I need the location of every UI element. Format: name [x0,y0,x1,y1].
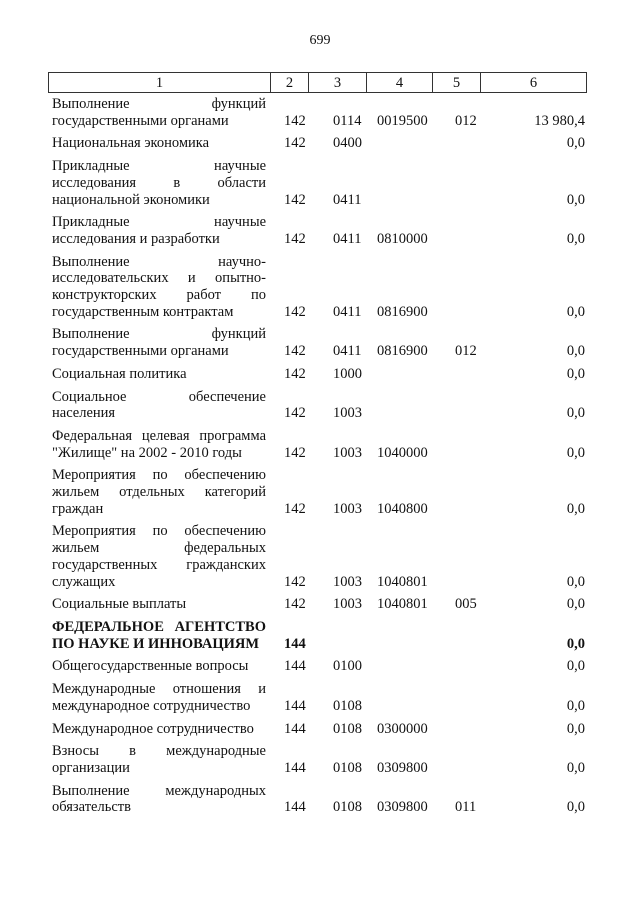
ministry-code: 142 [284,365,306,382]
ministry-code: 142 [284,303,306,320]
amount: 0,0 [566,230,585,247]
row-description [52,658,266,675]
section-code: 1003 [333,573,362,590]
amount: 0,0 [566,500,585,517]
target-article-code: 0810000 [377,230,428,247]
description-line: Выполнение международных [52,782,266,799]
section-code: 0114 [333,112,362,129]
row-description [52,254,266,321]
ministry-code: 142 [284,230,306,247]
section-code: 0411 [333,230,362,247]
amount: 0,0 [566,135,585,152]
description-line: государственных гражданских [52,556,266,573]
table-row [0,467,640,517]
header-col-5: 5 [433,73,481,92]
description-line: Выполнение функций [52,96,266,112]
amount: 0,0 [566,405,585,422]
target-article-code: 1040000 [377,444,428,461]
header-col-2: 2 [271,73,309,92]
description-line: Мероприятия по обеспечению [52,467,266,484]
description-line: Национальная экономика [52,135,210,152]
description-line: ПО НАУКЕ И ИННОВАЦИЯМ [52,635,260,652]
target-article-code: 0309800 [377,759,428,776]
amount: 0,0 [566,573,585,590]
row-description [52,135,266,152]
table-row [0,783,640,816]
amount: 0,0 [566,343,585,360]
ministry-code: 142 [284,191,306,208]
amount: 0,0 [566,759,585,776]
section-code: 0411 [333,191,362,208]
row-description [52,467,266,517]
expense-type-code: 012 [455,343,477,360]
table-row [0,366,640,383]
description-line: жильем отдельных категорий [52,484,266,501]
expense-type-code: 005 [455,596,477,613]
header-col-4: 4 [367,73,433,92]
section-code: 1003 [333,405,362,422]
description-line: государственным контрактам [52,303,234,320]
ministry-code: 142 [284,596,306,613]
section-code: 1003 [333,500,362,517]
row-description [52,783,266,816]
amount: 13 980,4 [534,112,585,129]
row-description [52,214,266,247]
amount: 0,0 [566,444,585,461]
amount: 0,0 [566,596,585,613]
row-description [52,681,266,714]
row-description [52,596,266,613]
amount: 0,0 [566,697,585,714]
target-article-code: 0300000 [377,720,428,737]
ministry-code: 142 [284,112,306,129]
description-line: организации [52,759,130,776]
table-row [0,681,640,714]
row-description [52,389,266,422]
header-col-1: 1 [49,73,271,92]
description-line: исследования в области [52,174,266,191]
section-code: 0100 [333,658,362,675]
description-line: Социальное обеспечение [52,388,266,405]
description-line: государственными органами [52,112,229,129]
ministry-code: 144 [284,658,306,675]
table-row [0,389,640,422]
target-article-code: 0309800 [377,799,428,816]
description-line: Выполнение научно- [52,253,266,270]
description-line: Федеральная целевая программа [52,427,266,444]
table-row [0,523,640,590]
table-header [48,72,587,93]
target-article-code: 0816900 [377,343,428,360]
description-line: Прикладные научные [52,158,266,175]
description-line: международное сотрудничество [52,697,251,714]
row-description [52,96,266,129]
table-row [0,96,640,129]
table-row [0,721,640,738]
section-code: 1000 [333,365,362,382]
amount: 0,0 [566,635,585,652]
table-row [0,596,640,613]
amount: 0,0 [566,191,585,208]
description-line: граждан [52,500,104,517]
description-line: исследовательских и опытно- [52,270,266,287]
ministry-code: 142 [284,573,306,590]
page-number: 699 [309,33,331,48]
description-line: Социальная политика [52,365,187,382]
header-col-6: 6 [529,75,538,91]
target-article-code: 1040800 [377,500,428,517]
description-line: Социальные выплаты [52,596,187,613]
ministry-code: 144 [284,635,306,652]
section-code: 0108 [333,799,362,816]
row-description [52,366,266,383]
ministry-code: 142 [284,405,306,422]
ministry-code: 142 [284,500,306,517]
table-body [0,96,640,822]
ministry-code: 142 [284,135,306,152]
ministry-code: 144 [284,697,306,714]
table-row [0,619,640,652]
amount: 0,0 [566,365,585,382]
description-line: Международные отношения и [52,681,266,698]
table-row [0,658,640,675]
expense-type-code: 012 [455,112,477,129]
description-line: жильем федеральных [52,540,266,557]
row-description [52,326,266,359]
section-code: 1003 [333,596,362,613]
row-description [52,158,266,208]
amount: 0,0 [566,799,585,816]
description-line: конструкторских работ по [52,287,266,304]
description-line: национальной экономики [52,191,210,208]
description-line: Мероприятия по обеспечению [52,523,266,540]
ministry-code: 142 [284,444,306,461]
description-line: Прикладные научные [52,214,266,231]
description-line: ФЕДЕРАЛЬНОЕ АГЕНТСТВО [52,618,266,635]
description-line: Общегосударственные вопросы [52,658,249,675]
table-row [0,158,640,208]
target-article-code: 0019500 [377,112,428,129]
target-article-code: 1040801 [377,596,428,613]
description-line: Международное сотрудничество [52,720,254,737]
section-code: 0400 [333,135,362,152]
target-article-code: 0816900 [377,303,428,320]
target-article-code: 1040801 [377,573,428,590]
row-description [52,721,266,738]
table-row [0,135,640,152]
section-code: 0108 [333,697,362,714]
row-description [52,428,266,461]
amount: 0,0 [566,720,585,737]
table-row [0,326,640,359]
expense-type-code: 011 [455,799,477,816]
ministry-code: 144 [284,720,306,737]
description-line: Выполнение функций [52,326,266,343]
amount: 0,0 [566,658,585,675]
description-line: исследования и разработки [52,230,220,247]
section-code: 0108 [333,720,362,737]
row-description [52,619,266,652]
table-row [0,743,640,776]
ministry-code: 142 [284,343,306,360]
description-line: обязательств [52,799,131,816]
table-row [0,428,640,461]
section-code: 0411 [333,343,362,360]
ministry-code: 144 [284,799,306,816]
description-line: Взносы в международные [52,743,266,760]
ministry-code: 144 [284,759,306,776]
row-description [52,523,266,590]
description-line: государственными органами [52,343,229,360]
header-col-3: 3 [309,73,367,92]
section-code: 0411 [333,303,362,320]
description-line: населения [52,405,116,422]
amount: 0,0 [566,303,585,320]
section-code: 1003 [333,444,362,461]
row-description [52,743,266,776]
table-row [0,254,640,321]
table-row [0,214,640,247]
section-code: 0108 [333,759,362,776]
description-line: "Жилище" на 2002 - 2010 годы [52,444,242,461]
description-line: служащих [52,573,116,590]
